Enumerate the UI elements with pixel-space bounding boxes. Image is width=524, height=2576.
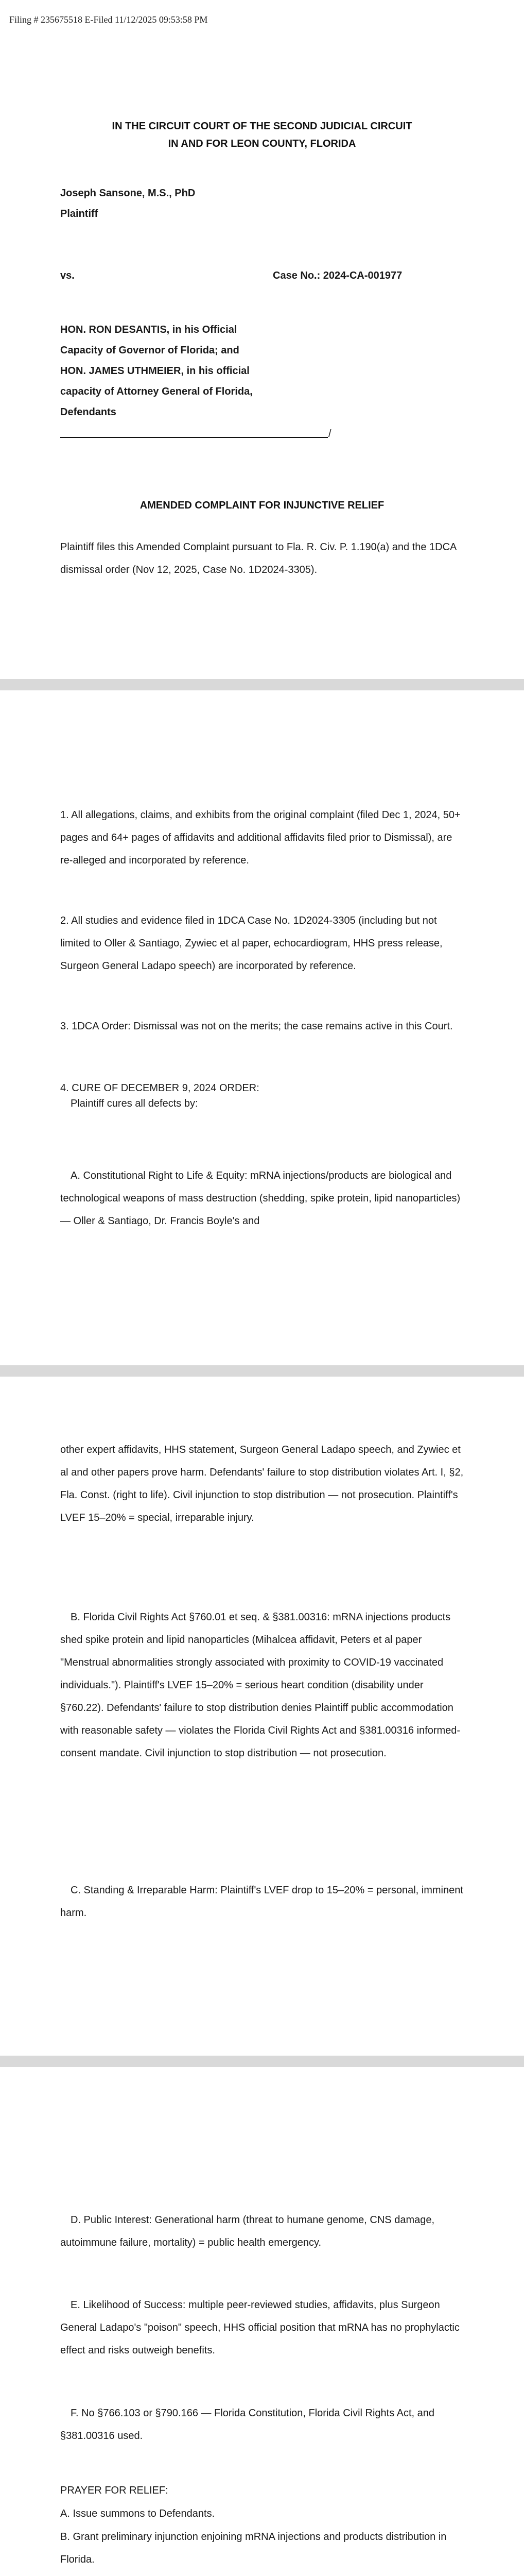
prayer-item-b: B. Grant preliminary injunction enjoining mRNA injections and products distribution in Florida. bbox=[60, 2531, 447, 2565]
intro-paragraph: Plaintiff files this Amended Complaint pursuant to Fla. R. Civ. P. 1.190(a) and the 1DCA dismissal order (Nov 12, 2025, Case No. 1D2024-3305). bbox=[60, 541, 457, 575]
defendant-line-1: HON. RON DESANTIS, in his Official bbox=[60, 324, 237, 335]
case-number: Case No.: 2024-CA-001977 bbox=[273, 270, 403, 281]
paragraph-d: D. Public Interest: Generational harm (threat to humane genome, CNS damage, autoimmune failure, mortality) = public health emergency. bbox=[60, 2214, 435, 2248]
paragraph-3: 3. 1DCA Order: Dismissal was not on the merits; the case remains active in this Court. bbox=[60, 1021, 453, 1032]
paragraph-2: 2. All studies and evidence filed in 1DCA Case No. 1D2024-3305 (including but not limited to Oller & Santiago, Zywiec et al paper, echocardiogram, HHS press release, Surgeon General Ladapo speech) are incorporated by reference. bbox=[60, 915, 443, 972]
paragraph-c: C. Standing & Irreparable Harm: Plaintiff's LVEF drop to 15–20% = personal, imminent harm. bbox=[60, 1885, 463, 1919]
defendant-line-5: Defendants bbox=[60, 406, 116, 418]
document-title: AMENDED COMPLAINT FOR INJUNCTIVE RELIEF bbox=[139, 500, 385, 511]
plaintiff-role: Plaintiff bbox=[60, 208, 98, 219]
defendant-line-3: HON. JAMES UTHMEIER, in his official bbox=[60, 365, 250, 377]
caption-underline bbox=[60, 437, 328, 438]
prayer-item-c bbox=[60, 2571, 467, 2576]
filing-stamp: Filing # 235675518 E-Filed 11/12/2025 09:53:58 PM bbox=[9, 14, 208, 25]
caption-slash: / bbox=[328, 428, 331, 439]
paragraph-4-heading: 4. CURE OF DECEMBER 9, 2024 ORDER: bbox=[60, 1082, 259, 1094]
paragraph-f: F. No §766.103 or §790.166 — Florida Constitution, Florida Civil Rights Act, and §381.00316 used. bbox=[60, 2408, 435, 2442]
paragraph-a-part-1: A. Constitutional Right to Life & Equity: mRNA injections/products are biological and technological weapons of mass destruction (shedding, spike protein, lipid nanoparticles) — Oller & Santiago, Dr. Francis Boyle's and bbox=[60, 1170, 461, 1227]
paragraph-b: B. Florida Civil Rights Act §760.01 et seq. & §381.00316: mRNA injections products shed spike protein and lipid nanoparticles (Mihalcea affidavit, Peters et al paper "Menstrual abnormalities strongly associated with proximity to COVID-19 vaccinated individuals."). Plaintiff's LVEF 15–20% = serious heart condition (disability under §760.22). Defendants' failure to stop distribution denies Plaintiff public accommodation with reasonable safety — violates the Florida Civil Rights Act and §381.00316 informed-consent mandate. Civil injunction to stop distribution — not prosecution. bbox=[60, 1612, 461, 1759]
page-4 bbox=[0, 2067, 524, 2576]
prayer-heading: PRAYER FOR RELIEF: bbox=[60, 2485, 168, 2496]
court-line-1: IN THE CIRCUIT COURT OF THE SECOND JUDICIAL CIRCUIT bbox=[112, 121, 412, 132]
paragraph-4-sub: Plaintiff cures all defects by: bbox=[71, 1098, 198, 1109]
page-3 bbox=[0, 1377, 524, 2056]
versus: vs. bbox=[60, 270, 75, 281]
court-line-2: IN AND FOR LEON COUNTY, FLORIDA bbox=[168, 138, 356, 149]
page-1 bbox=[0, 0, 524, 679]
prayer-item-a: A. Issue summons to Defendants. bbox=[60, 2508, 215, 2519]
defendant-line-2: Capacity of Governor of Florida; and bbox=[60, 345, 239, 356]
defendant-line-4: capacity of Attorney General of Florida, bbox=[60, 386, 253, 397]
paragraph-e: E. Likelihood of Success: multiple peer-reviewed studies, affidavits, plus Surgeon General Ladapo's "poison" speech, HHS official position that mRNA has no prophylactic effect and risks outweigh benefits. bbox=[60, 2299, 460, 2356]
page-2 bbox=[0, 690, 524, 1365]
plaintiff-name: Joseph Sansone, M.S., PhD bbox=[60, 188, 196, 199]
paragraph-a-part-2: other expert affidavits, HHS statement, Surgeon General Ladapo speech, and Zywiec et al and other papers prove harm. Defendants' failure to stop distribution violates Art. I, §2, Fla. Const. (right to life). Civil injunction to stop distribution — not prosecution. Plaintiff's LVEF 15–20% = special, irreparable injury. bbox=[60, 1444, 464, 1523]
paragraph-1: 1. All allegations, claims, and exhibits from the original complaint (filed Dec 1, 2024, 50+ pages and 64+ pages of affidavits and additional affidavits filed prior to Dismissal), are re-alleged and incorporated by reference. bbox=[60, 809, 461, 866]
